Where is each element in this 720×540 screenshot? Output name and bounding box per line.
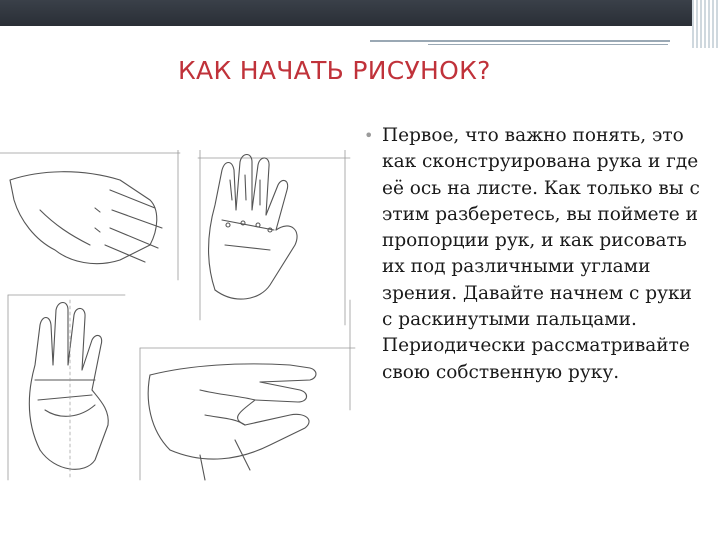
header-bar — [0, 0, 720, 26]
header-decor-line — [428, 44, 668, 45]
sketch-upright-hand — [209, 155, 297, 300]
bullet-text: Первое, что важно понять, это как сконструирована рука и где её ось на листе. Как только вы с этим разберетесь, вы поймете и пропорции рук, и как рисовать их под различными углами зрения. Давайте начнем с руки с раскинутыми пальцами. Периодически рассматривайте свою собственную руку. — [382, 125, 700, 383]
sketch-horizontal-hand — [148, 364, 316, 480]
slide-title: КАК НАЧАТЬ РИСУНОК? — [178, 56, 491, 85]
bullet-marker: • — [364, 126, 374, 145]
header-strip — [0, 26, 720, 46]
header-decor-line — [370, 40, 670, 42]
header-decor-stripes — [692, 0, 720, 48]
sketch-side-hand — [10, 172, 162, 264]
hand-sketches-image — [0, 150, 370, 490]
bullet-list — [364, 123, 702, 386]
sketch-open-palm — [29, 300, 108, 480]
